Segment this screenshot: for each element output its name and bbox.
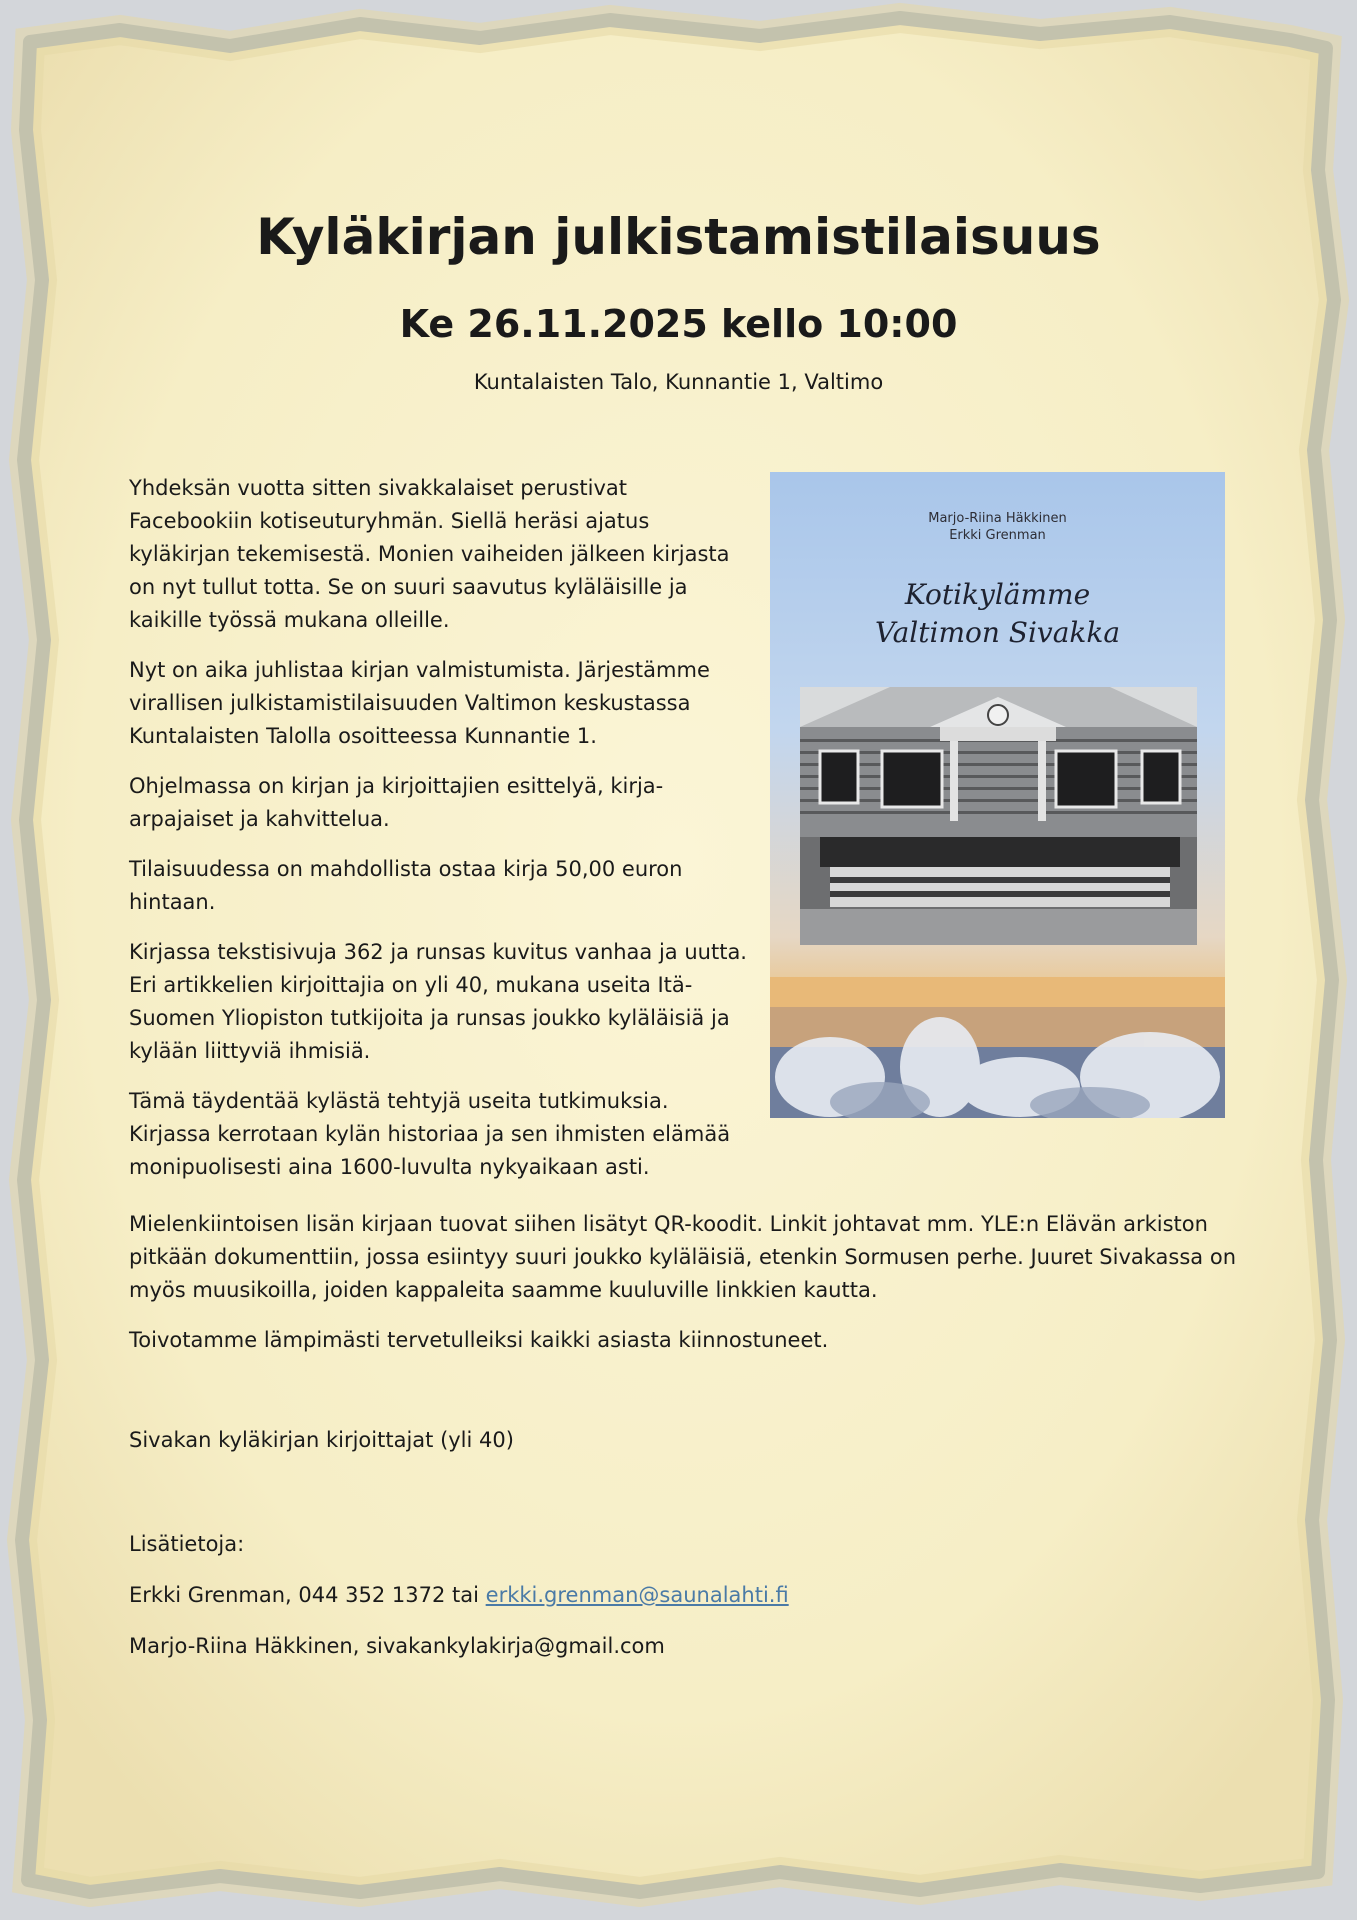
cover-title-line: Kotikylämme: [904, 578, 1091, 611]
contact-erkki-text: Erkki Grenman, 044 352 1372 tai: [129, 1583, 486, 1607]
paragraph: Toivotamme lämpimästi tervetulleiksi kaikki asiasta kiinnostuneet.: [129, 1328, 829, 1352]
paragraph: Nyt on aika juhlistaa kirjan valmistumista. Järjestämme virallisen julkistamistilaisuuden Valtimon keskustassa Kuntalaisten Talolla osoitteessa Kunnantie 1.: [129, 658, 710, 748]
cover-authors: [770, 510, 1225, 544]
village-school-photo: [800, 687, 1197, 945]
book-cover-image: [770, 472, 1225, 1118]
paragraph: Kirjassa tekstisivuja 362 ja runsas kuvitus vanhaa ja uutta. Eri artikkelien kirjoittajia on yli 40, mukana useita Itä-Suomen Yliopiston tutkijoita ja runsas joukko kyläläisiä ja kylään liittyviä ihmisiä.: [129, 940, 747, 1063]
winter-field-photo: [770, 977, 1225, 1118]
contact-marjo-riina: Marjo-Riina Häkkinen, sivakankylakirja@gmail.com: [129, 1634, 665, 1658]
email-link[interactable]: erkki.grenman@saunalahti.fi: [485, 1583, 789, 1607]
event-title: Kyläkirjan julkistamistilaisuus: [256, 208, 1101, 266]
contact-erkki: [129, 1583, 789, 1607]
full-width-text: [129, 1208, 1239, 1374]
paragraph: Yhdeksän vuotta sitten sivakkalaiset perustivat Facebookiin kotiseuturyhmän. Siellä heräsi ajatus kyläkirjan tekemisestä. Monien vaiheiden jälkeen kirjasta on nyt tullut totta. Se on suuri saavutus kyläläisille ja kaikille työssä mukana olleille.: [129, 476, 730, 632]
paragraph: Ohjelmassa on kirjan ja kirjoittajien esittelyä, kirja-arpajaiset ja kahvittelua.: [129, 774, 664, 831]
cover-title-line: Valtimon Sivakka: [874, 616, 1121, 649]
signature: Sivakan kyläkirjan kirjoittajat (yli 40): [129, 1428, 514, 1452]
event-datetime: Ke 26.11.2025 kello 10:00: [399, 302, 958, 346]
paragraph: Mielenkiintoisen lisän kirjaan tuovat siihen lisätyt QR-koodit. Linkit johtavat mm. YLE:n Elävän arkiston pitkään dokumenttiin, jossa esiintyy suuri joukko kyläläisiä, etenkin Sormusen perhe. Juuret Sivakassa on myös muusikoilla, joiden kappaleita saamme kuuluville linkkien kautta.: [129, 1212, 1237, 1302]
paragraph: Tilaisuudessa on mahdollista ostaa kirja 50,00 euron hintaan.: [129, 857, 683, 914]
cover-author: Erkki Grenman: [949, 528, 1046, 543]
cover-title: [770, 576, 1225, 652]
cover-author: Marjo-Riina Häkkinen: [928, 511, 1067, 526]
left-column-text: [129, 472, 749, 1201]
contact-heading: Lisätietoja:: [129, 1532, 245, 1556]
event-location: Kuntalaisten Talo, Kunnantie 1, Valtimo: [473, 370, 884, 394]
paragraph: Tämä täydentää kylästä tehtyjä useita tutkimuksia. Kirjassa kerrotaan kylän historiaa ja sen ihmisten elämää monipuolisesti aina 1600-luvulta nykyaikaan asti.: [129, 1089, 731, 1179]
